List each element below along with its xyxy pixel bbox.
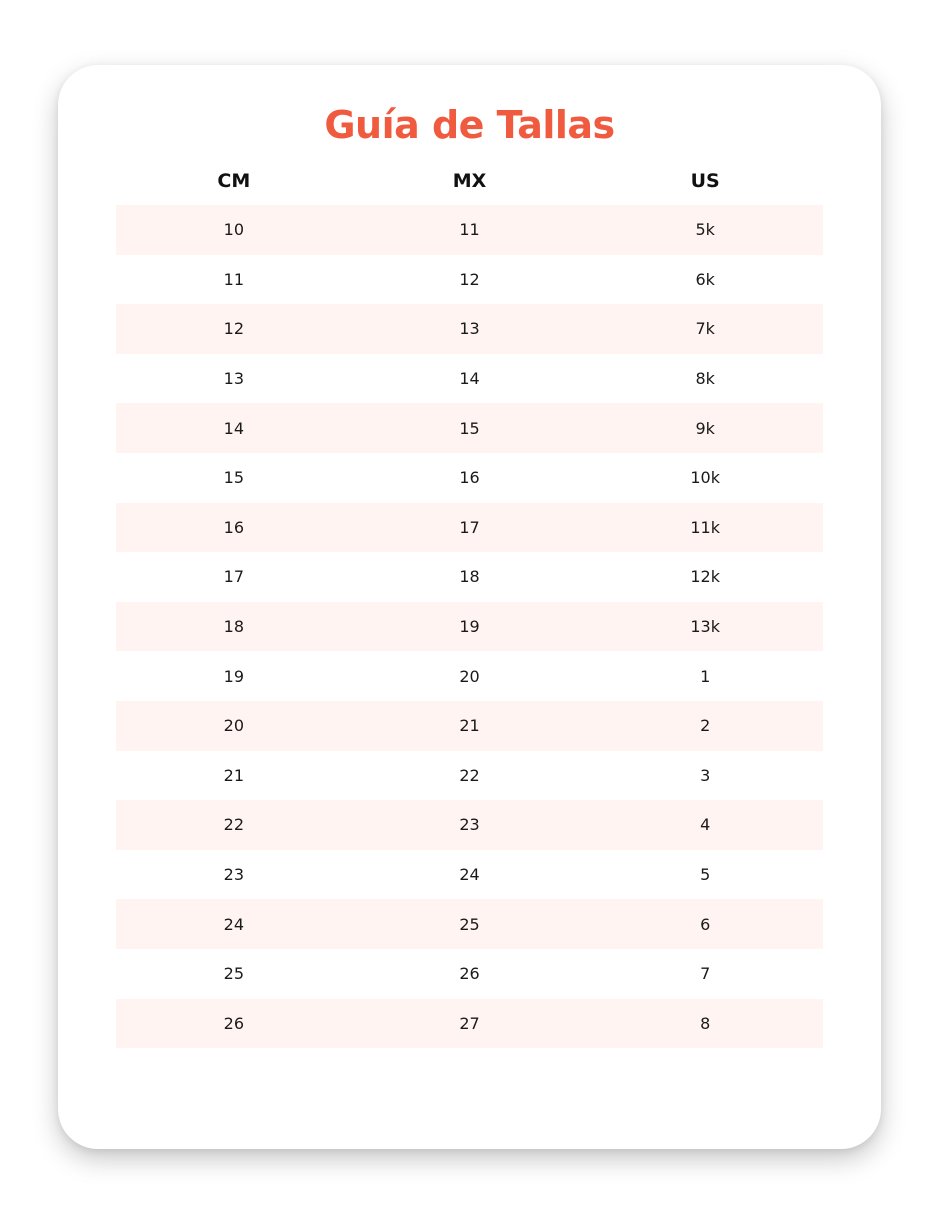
cell-cm: 26 — [223, 1013, 245, 1033]
table-row — [116, 899, 823, 949]
size-guide-card — [58, 65, 881, 1149]
table-row — [116, 255, 823, 305]
header-us: US — [690, 169, 720, 192]
cell-mx: 11 — [459, 220, 480, 240]
cell-us: 12k — [690, 567, 720, 587]
cell-cm: 23 — [223, 865, 245, 885]
table-row — [116, 453, 823, 503]
cell-cm: 11 — [223, 269, 245, 289]
cell-mx: 22 — [459, 765, 480, 785]
table-row — [116, 304, 823, 354]
table-header — [116, 156, 823, 205]
cell-mx: 21 — [459, 716, 480, 736]
cell-mx: 18 — [459, 567, 480, 587]
cell-us: 7 — [700, 964, 711, 984]
cell-us: 4 — [700, 815, 711, 835]
cell-cm: 10 — [223, 220, 245, 240]
table-row — [116, 354, 823, 404]
cell-us: 8k — [695, 369, 715, 389]
cell-us: 11k — [690, 517, 720, 537]
cell-cm: 25 — [223, 964, 245, 984]
cell-us: 13k — [690, 617, 720, 637]
table-row — [116, 800, 823, 850]
table-row — [116, 403, 823, 453]
table-row — [116, 552, 823, 602]
cell-us: 10k — [690, 468, 720, 488]
header-cm: CM — [217, 169, 251, 192]
cell-mx: 20 — [459, 666, 480, 686]
cell-mx: 17 — [459, 517, 480, 537]
cell-cm: 12 — [223, 319, 245, 339]
cell-cm: 18 — [223, 617, 245, 637]
table-row — [116, 999, 823, 1049]
cell-mx: 13 — [459, 319, 480, 339]
cell-us: 1 — [700, 666, 711, 686]
cell-us: 3 — [700, 765, 711, 785]
cell-us: 7k — [695, 319, 715, 339]
cell-cm: 13 — [223, 369, 245, 389]
cell-us: 9k — [695, 418, 715, 438]
cell-mx: 14 — [459, 369, 480, 389]
table-row — [116, 602, 823, 652]
cell-cm: 17 — [223, 567, 245, 587]
table-row — [116, 751, 823, 801]
cell-mx: 23 — [459, 815, 480, 835]
cell-cm: 16 — [223, 517, 245, 537]
table-row — [116, 651, 823, 701]
cell-us: 2 — [700, 716, 711, 736]
cell-us: 6 — [700, 914, 711, 934]
cell-cm: 24 — [223, 914, 245, 934]
cell-cm: 22 — [223, 815, 245, 835]
size-table — [116, 156, 823, 1048]
cell-cm: 19 — [223, 666, 245, 686]
header-mx: MX — [452, 169, 487, 192]
table-row — [116, 850, 823, 900]
cell-mx: 25 — [459, 914, 480, 934]
cell-mx: 12 — [459, 269, 480, 289]
table-row — [116, 701, 823, 751]
cell-cm: 21 — [223, 765, 245, 785]
table-row — [116, 503, 823, 553]
cell-cm: 14 — [223, 418, 245, 438]
cell-mx: 19 — [459, 617, 480, 637]
cell-mx: 27 — [459, 1013, 480, 1033]
cell-us: 8 — [700, 1013, 711, 1033]
cell-mx: 16 — [459, 468, 480, 488]
cell-us: 6k — [695, 269, 715, 289]
cell-cm: 15 — [223, 468, 245, 488]
cell-mx: 24 — [459, 865, 480, 885]
cell-us: 5k — [695, 220, 715, 240]
cell-mx: 15 — [459, 418, 480, 438]
cell-us: 5 — [700, 865, 711, 885]
table-row — [116, 949, 823, 999]
table-row — [116, 205, 823, 255]
cell-cm: 20 — [223, 716, 245, 736]
cell-mx: 26 — [459, 964, 480, 984]
page-title: Guía de Tallas — [324, 103, 615, 147]
